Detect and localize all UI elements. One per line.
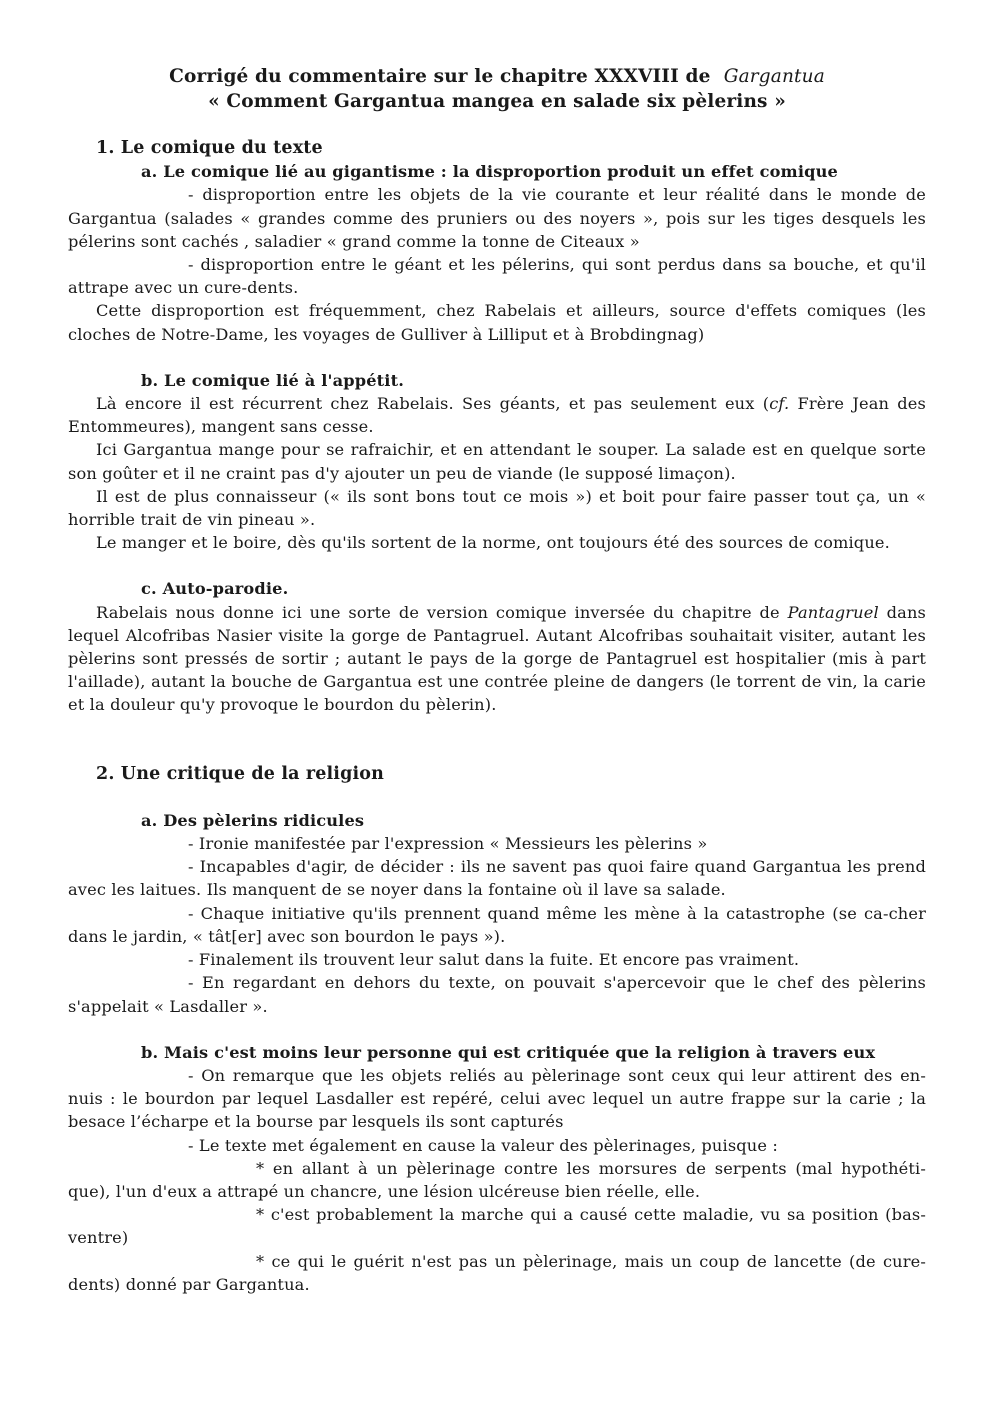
section-2a-paragraph: - Finalement ils trouvent leur salut dans la fuite. Et encore pas vraiment. <box>188 950 800 970</box>
section-1b-heading: b. Le comique lié à l'appétit. <box>141 370 404 390</box>
section-1c-paragraph: Rabelais nous donne ici une sorte de version comique inversée du chapitre de Pantagruel dans lequel Alcofribas Nasier visite la gorge de Pantagruel. Autant Alcofribas souhaitait visiter, autant les pèlerins sont pressés de sortir ; autant le pays de la gorge de Pantagruel est hospitalier (mis à part l'aillade), autant la bouche de Gargantua est une contrée pleine de dangers (le torrent de vin, la carie et la douleur qu'y provoque le bourdon du pèlerin). <box>68 602 926 715</box>
section-2a-heading: a. Des pèlerins ridicules <box>141 810 365 830</box>
section-2a-paragraph: - Ironie manifestée par l'expression « Messieurs les pèlerins » <box>188 834 708 854</box>
title-work: Gargantua <box>723 66 825 87</box>
section-1b-paragraph: Le manger et le boire, dès qu'ils sortent de la norme, ont toujours été des sources de comique. <box>96 533 890 553</box>
section-2b-heading: b. Mais c'est moins leur personne qui est critiquée que la religion à travers eux <box>141 1042 876 1062</box>
section-1a-heading: a. Le comique lié au gigantisme : la disproportion produit un effet comique <box>141 162 838 182</box>
section-1b-paragraph: Ici Gargantua mange pour se rafraichir, et en attendant le souper. La salade est en quelque sorte son goûter et il ne craint pas d'y ajouter un peu de viande (le supposé limaçon). <box>68 440 926 483</box>
section-1-heading: 1. Le comique du texte <box>96 138 323 158</box>
section-2a-paragraph: - Incapables d'agir, de décider : ils ne savent pas quoi faire quand Gargantua les prend avec les laitues. Ils manquent de se noyer dans la fontaine où il lave sa salade. <box>68 857 926 900</box>
section-1a-paragraph: - disproportion entre les objets de la vie courante et leur réalité dans le monde de Gargantua (salades « grandes comme des pruniers ou des noyers », pois sur les tiges desquels les pélerins sont cachés , saladier « grand comme la tonne de Citeaux » <box>68 185 926 251</box>
section-1a-paragraph: - disproportion entre le géant et les pélerins, qui sont perdus dans sa bouche, et qu'il attrape avec un cure-dents. <box>68 255 926 298</box>
section-2b-list-item: * c'est probablement la marche qui a causé cette maladie, vu sa position (bas-ventre) <box>68 1205 926 1248</box>
section-2-heading: 2. Une critique de la religion <box>96 763 384 784</box>
section-1b-paragraph: Là encore il est récurrent chez Rabelais. Ses géants, et pas seulement eux (cf. Frère Jean des Entommeures), mangent sans cesse. <box>68 394 926 437</box>
section-2b-list-item: * en allant à un pèlerinage contre les morsures de serpents (mal hypothéti-que), l'un d'eux a attrapé un chancre, une lésion ulcéreuse bien réelle, elle. <box>68 1158 926 1201</box>
section-2a-paragraph: - En regardant en dehors du texte, on pouvait s'apercevoir que le chef des pèlerins s'appelait « Lasdaller ». <box>68 973 926 1016</box>
section-1a-paragraph: Cette disproportion est fréquemment, chez Rabelais et ailleurs, source d'effets comiques (les cloches de Notre-Dame, les voyages de Gulliver à Lilliput et à Brobdingnag) <box>68 301 926 344</box>
document-title <box>68 64 926 114</box>
section-1b-paragraph: Il est de plus connaisseur (« ils sont bons tout ce mois ») et boit pour faire passer tout ça, un « horrible trait de vin pineau ». <box>68 486 926 530</box>
section-2b-paragraph: - Le texte met également en cause la valeur des pèlerinages, puisque : <box>188 1135 778 1155</box>
section-2a-paragraph: - Chaque initiative qu'ils prennent quand même les mène à la catastrophe (se ca-cher dans le jardin, « tât[er] avec son bourdon le pays »). <box>68 903 926 946</box>
title-line-2: « Comment Gargantua mangea en salade six pèlerins » <box>208 91 786 112</box>
section-2b-paragraph: - On remarque que les objets reliés au pèlerinage sont ceux qui leur attirent des en-nuis : le bourdon par lequel Lasdaller est repéré, celui avec lequel un autre frappe sur la carie ; la besace l’écharpe et la bourse par lesquels ils sont capturés <box>68 1065 926 1132</box>
title-line-1: Corrigé du commentaire sur le chapitre XXXVIII de Gargantua <box>169 66 825 87</box>
section-1c-heading: c. Auto-parodie. <box>141 579 289 599</box>
section-2b-list-item: * ce qui le guérit n'est pas un pèlerinage, mais un coup de lancette (de cure-dents) donné par Gargantua. <box>68 1251 926 1294</box>
